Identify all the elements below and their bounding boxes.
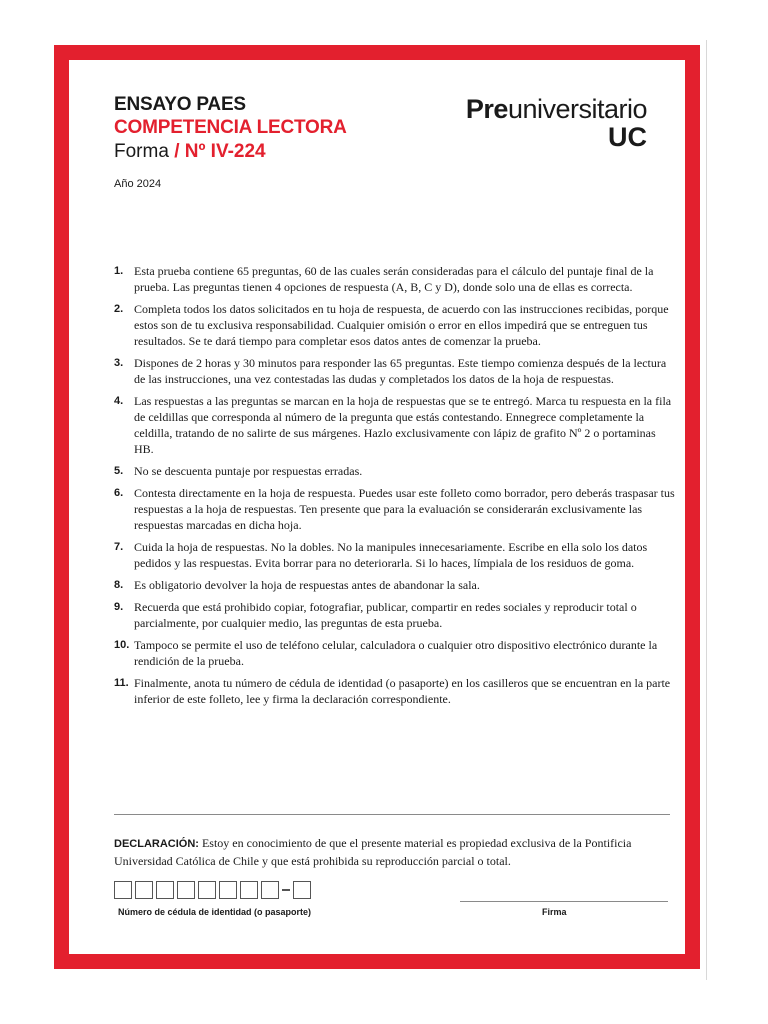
instruction-text: Tampoco se permite el uso de teléfono celular, calculadora o cualquier otro dispositivo electrónico durante la rendición de la prueba. <box>134 638 658 668</box>
id-digit-box[interactable] <box>240 881 258 899</box>
form-label: Forma <box>114 141 169 162</box>
exam-title: ENSAYO PAES <box>114 94 246 115</box>
instruction-number: 7. <box>114 541 124 553</box>
instruction-item <box>114 393 676 457</box>
id-check-digit-dash <box>282 889 290 891</box>
brand-rest: universitario <box>507 94 647 124</box>
brand-name <box>466 95 647 123</box>
instruction-text: Dispones de 2 horas y 30 minutos para responder las 65 preguntas. Este tiempo comienza después de la lectura de las instrucciones, una vez contestadas las dudas y completados los datos de la hoja de respuestas. <box>134 356 667 386</box>
instruction-text: Las respuestas a las preguntas se marcan en la hoja de respuestas que se te entregó. Marca tu respuesta en la fila de celdillas que corresponda al número de la pregunta que estás contestando. Ennegrece completamente la celdilla, tratando de no salirte de sus márgenes. Hazlo exclusivamente con lápiz de grafito Nº 2 o portaminas HB. <box>134 394 672 456</box>
instruction-number: 5. <box>114 465 124 477</box>
signature-line[interactable] <box>460 901 668 902</box>
instruction-number: 9. <box>114 601 124 613</box>
id-check-digit-box[interactable] <box>293 881 311 899</box>
instruction-text: Contesta directamente en la hoja de respuesta. Puedes usar este folleto como borrador, pero deberás traspasar tus respuestas a la hoja de respuestas. Ten presente que para la evaluación se considerarán exclusivamente las respuestas marcadas en dicha hoja. <box>134 486 675 532</box>
instruction-item <box>114 599 676 631</box>
instruction-text: Completa todos los datos solicitados en tu hoja de respuesta, de acuerdo con las instrucciones recibidas, porque estos son de tu exclusiva responsabilidad. Cualquier omisión o error en ellos impedirá que se entreguen tus resultados. Se te dará tiempo para completar esos datos antes de comenzar la prueba. <box>134 302 669 348</box>
instruction-item <box>114 539 676 571</box>
instruction-text: Finalmente, anota tu número de cédula de identidad (o pasaporte) en los casilleros que se encuentran en la parte inferior de este folleto, lee y firma la declaración correspondiente. <box>134 676 671 706</box>
exam-header <box>114 94 347 190</box>
id-digit-box[interactable] <box>198 881 216 899</box>
instruction-item <box>114 463 676 479</box>
instruction-number: 2. <box>114 303 124 315</box>
instruction-text: Cuida la hoja de respuestas. No la dobles. No la manipules innecesariamente. Escribe en ella solo los datos pedidos y las respuestas. Evita borrar para no deteriorarla. Si lo haces, límpiala de los residuos de goma. <box>134 540 648 570</box>
instruction-number: 6. <box>114 487 124 499</box>
signature-label: Firma <box>542 907 567 917</box>
brand-logo <box>466 95 647 151</box>
instruction-item <box>114 301 676 349</box>
form-number: / Nº IV-224 <box>174 141 266 162</box>
instruction-item <box>114 485 676 533</box>
id-digit-box[interactable] <box>135 881 153 899</box>
instruction-text: Es obligatorio devolver la hoja de respuestas antes de abandonar la sala. <box>134 578 480 592</box>
instructions-list <box>114 263 676 713</box>
instruction-text: No se descuenta puntaje por respuestas erradas. <box>134 464 363 478</box>
instruction-item <box>114 577 676 593</box>
instruction-number: 11. <box>114 677 129 689</box>
brand-pre: Pre <box>465 94 508 124</box>
instruction-number: 1. <box>114 265 124 277</box>
exam-year: Año 2024 <box>114 178 162 190</box>
instruction-number: 8. <box>114 579 124 591</box>
instruction-item <box>114 675 676 707</box>
instruction-text: Recuerda que está prohibido copiar, fotografiar, publicar, compartir en redes sociales y reproducir total o parcialmente, por cualquier medio, las preguntas de esta prueba. <box>134 600 637 630</box>
instruction-text: Esta prueba contiene 65 preguntas, 60 de las cuales serán consideradas para el cálculo del puntaje final de la prueba. Las preguntas tienen 4 opciones de respuesta (A, B, C y D), donde solo una de ellas es correcta. <box>134 264 654 294</box>
id-digit-box[interactable] <box>177 881 195 899</box>
instruction-number: 3. <box>114 357 124 369</box>
id-number-boxes <box>114 881 314 899</box>
id-digit-box[interactable] <box>261 881 279 899</box>
declaration-text: Estoy en conocimiento de que el presente material es propiedad exclusiva de la Pontificia Universidad Católica de Chile y que está prohibida su reproducción parcial o total. <box>114 836 632 868</box>
exam-cover-page <box>54 45 700 969</box>
id-digit-box[interactable] <box>156 881 174 899</box>
page-edge-line <box>706 40 707 980</box>
brand-uc: UC <box>608 122 647 152</box>
section-divider <box>114 814 670 815</box>
declaration-label: DECLARACIÓN: <box>114 838 199 850</box>
instruction-item <box>114 637 676 669</box>
id-digit-box[interactable] <box>114 881 132 899</box>
id-digit-box[interactable] <box>219 881 237 899</box>
instruction-number: 4. <box>114 395 124 407</box>
instruction-item <box>114 355 676 387</box>
instruction-item <box>114 263 676 295</box>
instruction-number: 10. <box>114 639 130 651</box>
id-number-label: Número de cédula de identidad (o pasaporte) <box>118 907 312 917</box>
exam-subject: COMPETENCIA LECTORA <box>114 117 347 138</box>
form-line <box>114 140 347 164</box>
declaration <box>114 835 674 870</box>
